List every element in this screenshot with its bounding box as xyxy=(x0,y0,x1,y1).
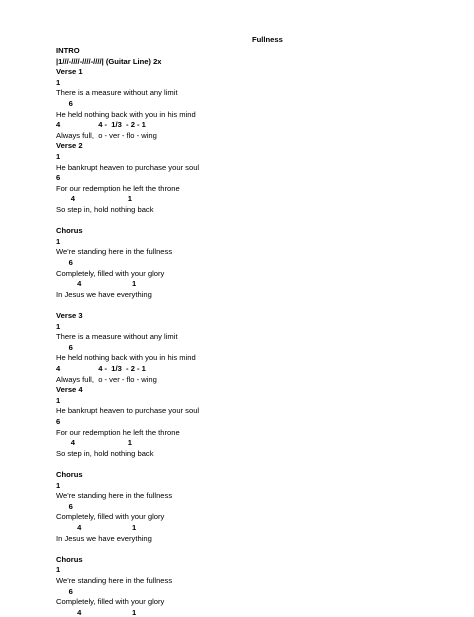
section-heading: Verse 3 xyxy=(56,311,83,320)
chord-line: 4 1 xyxy=(56,194,132,204)
section-heading: Verse 4 xyxy=(56,385,83,395)
section-heading: Chorus xyxy=(56,226,83,236)
chord-line: 4 1 xyxy=(56,523,137,532)
chord-line: 6 xyxy=(56,173,61,183)
lyric-line: There is a measure without any limit xyxy=(56,88,178,98)
chord-line: 1 xyxy=(56,565,61,575)
chord-line: 6 xyxy=(56,258,73,267)
section-heading: Verse 1 xyxy=(56,67,83,77)
chord-line: 6 xyxy=(56,586,73,596)
chord-line: 1 xyxy=(56,236,61,246)
lyric-line: He held nothing back with you in his mind xyxy=(56,353,196,363)
chord-line: 6 xyxy=(56,417,61,426)
lyric-line: He bankrupt heaven to purchase your soul xyxy=(56,406,200,416)
lyric-line: Completely, filled with your glory xyxy=(56,512,165,522)
chord-line: 6 xyxy=(56,501,73,511)
lyric-line: Completely, filled with your glory xyxy=(56,268,165,278)
chord-line: 1 xyxy=(56,152,61,161)
lyric-line: So step in, hold nothing back xyxy=(56,448,154,458)
lyric-line: There is a measure without any limit xyxy=(56,332,178,342)
lyric-line: Always full, o - ver - flo - wing xyxy=(56,374,157,384)
lyric-line: He held nothing back with you in his mind xyxy=(56,109,196,119)
section-heading: Verse 2 xyxy=(56,141,83,151)
lyric-line: We're standing here in the fullness xyxy=(56,491,173,501)
chord-line: 4 1 xyxy=(56,607,137,617)
lyric-line: Always full, o - ver - flo - wing xyxy=(56,130,157,140)
lyric-line: For our redemption he left the throne xyxy=(56,427,180,437)
lyric-line: We're standing here in the fullness xyxy=(56,576,173,585)
chord-line: 6 xyxy=(56,99,73,108)
lyric-line: Completely, filled with your glory xyxy=(56,597,165,607)
chord-line: 1 xyxy=(56,321,61,331)
chord-line: 4 1 xyxy=(56,438,132,448)
chord-line: 6 xyxy=(56,342,73,352)
chord-line: 1 xyxy=(56,395,61,405)
section-heading: Chorus xyxy=(56,470,83,479)
section-heading: Chorus xyxy=(56,554,83,564)
lyric-line: For our redemption he left the throne xyxy=(56,183,180,193)
chord-line: 1 xyxy=(56,480,61,490)
chord-line: 4 1 xyxy=(56,279,137,289)
chord-line: 1 xyxy=(56,77,61,87)
section-heading: INTRO xyxy=(56,46,80,55)
lyric-line: In Jesus we have everything xyxy=(56,533,152,543)
lyric-line: We're standing here in the fullness xyxy=(56,247,173,257)
song-title: Fullness xyxy=(252,35,283,44)
lyric-line: In Jesus we have everything xyxy=(56,289,152,299)
lyric-line: He bankrupt heaven to purchase your soul xyxy=(56,162,200,172)
chord-line: 4 4 - 1/3 - 2 - 1 xyxy=(56,364,146,373)
lyric-line: So step in, hold nothing back xyxy=(56,205,154,214)
chord-line: 4 4 - 1/3 - 2 - 1 xyxy=(56,120,146,130)
section-heading: |1///-////-////-////| (Guitar Line) 2x xyxy=(56,56,162,66)
